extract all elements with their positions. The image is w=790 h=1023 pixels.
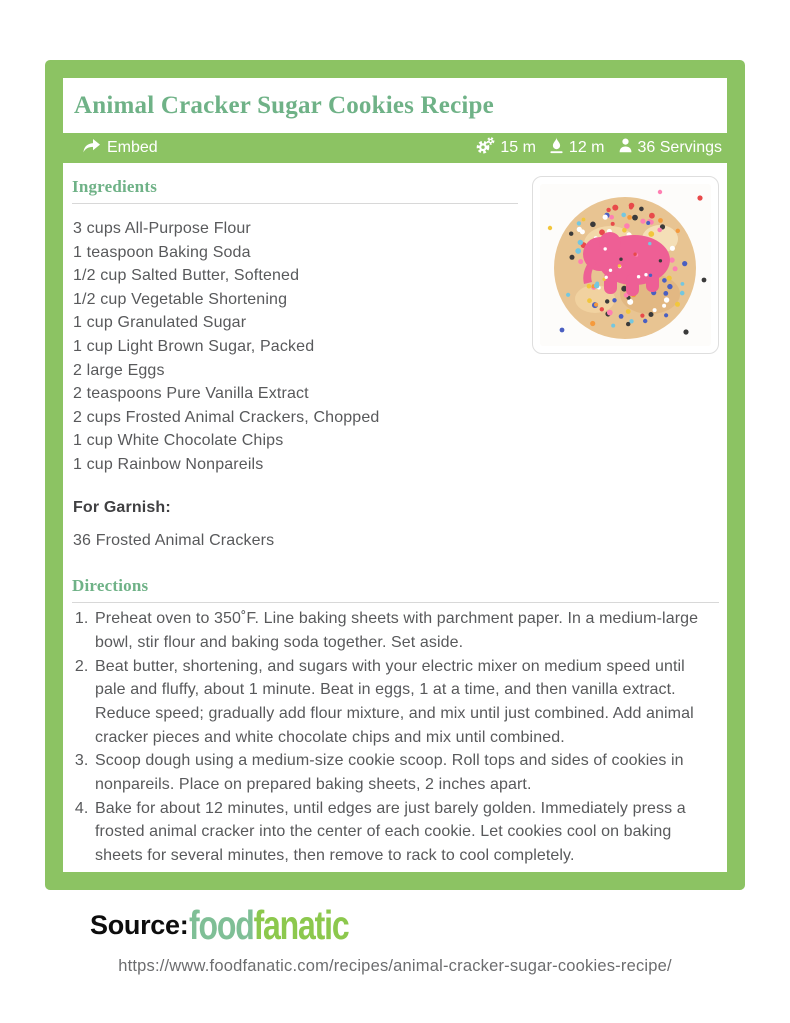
embed-label: Embed <box>107 139 158 156</box>
ingredient-item: 2 large Eggs <box>73 361 165 379</box>
ingredient-item: 1/2 cup Vegetable Shortening <box>73 290 288 308</box>
source-row <box>90 901 394 949</box>
cook-time-label: 12 m <box>568 139 605 156</box>
person-icon <box>618 138 633 158</box>
direction-step: 2. Beat butter, shortening, and sugars with your electric mixer on medium speed until pale and fluffy, about 1 minute. Beat in eggs, 1 at a time, and then vanilla extract. Reduce speed; gradually add flour mixture, and mix until just combined. Add animal cracker pieces and white chocolate chips and mix until combined. <box>93 655 719 750</box>
recipe-card <box>45 60 745 890</box>
servings <box>618 138 723 158</box>
ingredients-header: Ingredients <box>72 177 518 204</box>
prep-time <box>476 137 536 159</box>
recipe-title: Animal Cracker Sugar Cookies Recipe <box>74 91 494 119</box>
ingredient-item: 1/2 cup Salted Butter, Softened <box>73 267 300 285</box>
logo-food: food <box>189 901 255 948</box>
prep-time-label: 15 m <box>500 139 536 156</box>
direction-step: 1. Preheat oven to 350˚F. Line baking sheets with parchment paper. In a medium-large bowl, stir flour and baking soda together. Set aside. <box>93 607 719 654</box>
share-icon <box>83 139 100 158</box>
garnish-list <box>72 529 719 553</box>
garnish-item: 36 Frosted Animal Crackers <box>73 531 275 549</box>
direction-step: 3. Scoop dough using a medium-size cookie scoop. Roll tops and sides of cookies in nonpareils. Place on prepared baking sheets, 2 inches apart. <box>93 749 719 796</box>
direction-step: 4. Bake for about 12 minutes, until edges are just barely golden. Immediately press a frosted animal cracker into the center of each cookie. Let cookies cool on baking sheets for several minutes, then remove to rack to cool completely. <box>93 797 719 868</box>
garnish-header: For Garnish: <box>73 498 171 516</box>
embed-bar <box>45 133 745 163</box>
directions-list <box>72 607 719 868</box>
cookie-photo <box>532 176 719 354</box>
logo-fanatic: fanatic <box>254 901 349 948</box>
source-url: https://www.foodfanatic.com/recipes/animal-cracker-sugar-cookies-recipe/ <box>118 957 672 975</box>
servings-label: 36 Servings <box>637 139 722 156</box>
ingredient-item: 2 cups Frosted Animal Crackers, Chopped <box>73 408 380 426</box>
ingredient-item: 1 cup Rainbow Nonpareils <box>73 455 264 473</box>
directions-header: Directions <box>72 576 719 603</box>
recipe-stats <box>476 137 722 159</box>
ingredient-item: 1 teaspoon Baking Soda <box>73 243 251 261</box>
foodfanatic-logo <box>189 901 349 948</box>
ingredient-item: 1 cup Granulated Sugar <box>73 314 247 332</box>
gears-icon <box>476 137 495 159</box>
flame-icon <box>549 137 564 159</box>
recipe-content <box>63 163 727 872</box>
cook-time <box>549 137 605 159</box>
ingredient-item: 2 teaspoons Pure Vanilla Extract <box>73 385 309 403</box>
ingredient-item: 3 cups All-Purpose Flour <box>73 220 251 237</box>
ingredient-item: 1 cup Light Brown Sugar, Packed <box>73 337 315 355</box>
embed-button[interactable] <box>83 139 158 158</box>
ingredient-item: 1 cup White Chocolate Chips <box>73 432 284 450</box>
title-bar <box>63 78 727 133</box>
source-label: Source: <box>90 909 189 940</box>
